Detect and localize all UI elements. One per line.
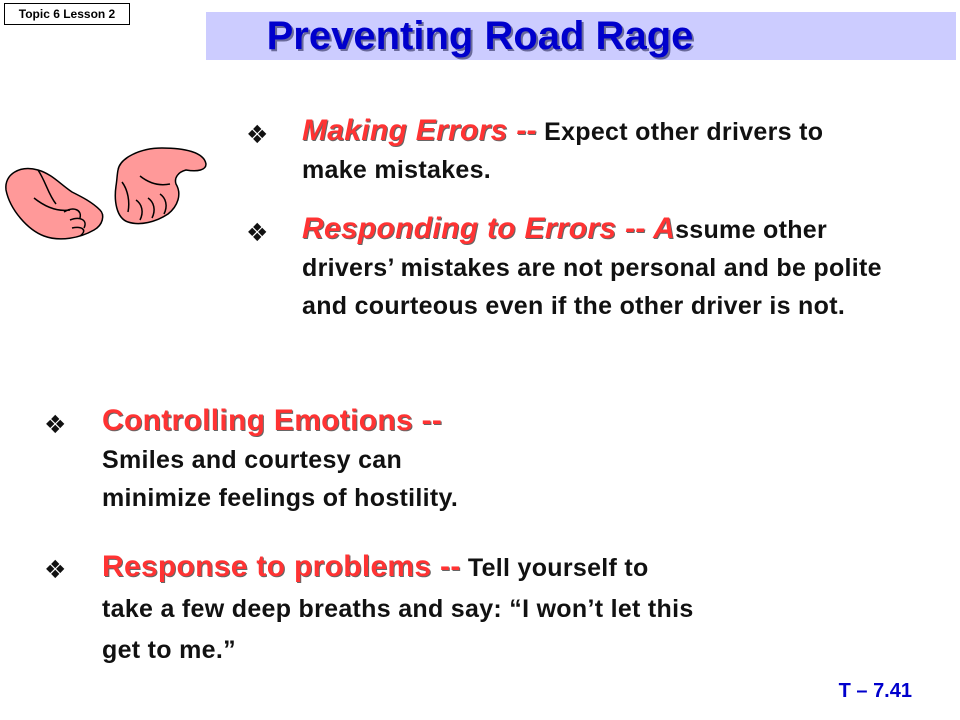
bullet-text: Expect other drivers to make mistakes. [302,118,824,184]
bullet-heading: Controlling Emotions -- [102,404,443,437]
bullet-text: ssume other drivers’ mistakes are not personal and be polite and courteous even if the other driver is not. [302,216,882,320]
diamond-bullet-icon: ❖ [246,121,269,149]
bullet-response-to-problems [44,546,704,671]
topic-lesson-tag: Topic 6 Lesson 2 [4,3,130,25]
slide-code: T – 7.41 [838,680,912,702]
bullet-responding-to-errors [246,210,886,325]
page-title: Preventing Road Rage [266,14,694,58]
bullet-heading: Responding to Errors -- A [302,212,676,245]
bullet-text: Tell yourself to take a few deep breaths and say: “I won’t let this get to me.” [102,554,694,664]
diamond-bullet-icon: ❖ [44,556,67,584]
diamond-bullet-icon: ❖ [44,411,67,439]
open-hands-icon [0,140,215,250]
bullet-heading: Response to problems -- [102,550,461,583]
bullet-making-errors [246,112,866,189]
bullet-heading: Making Errors -- [302,114,537,147]
bullet-controlling-emotions [44,402,504,517]
diamond-bullet-icon: ❖ [246,219,269,247]
bullet-text: Smiles and courtesy can minimize feelings of hostility. [102,446,459,512]
